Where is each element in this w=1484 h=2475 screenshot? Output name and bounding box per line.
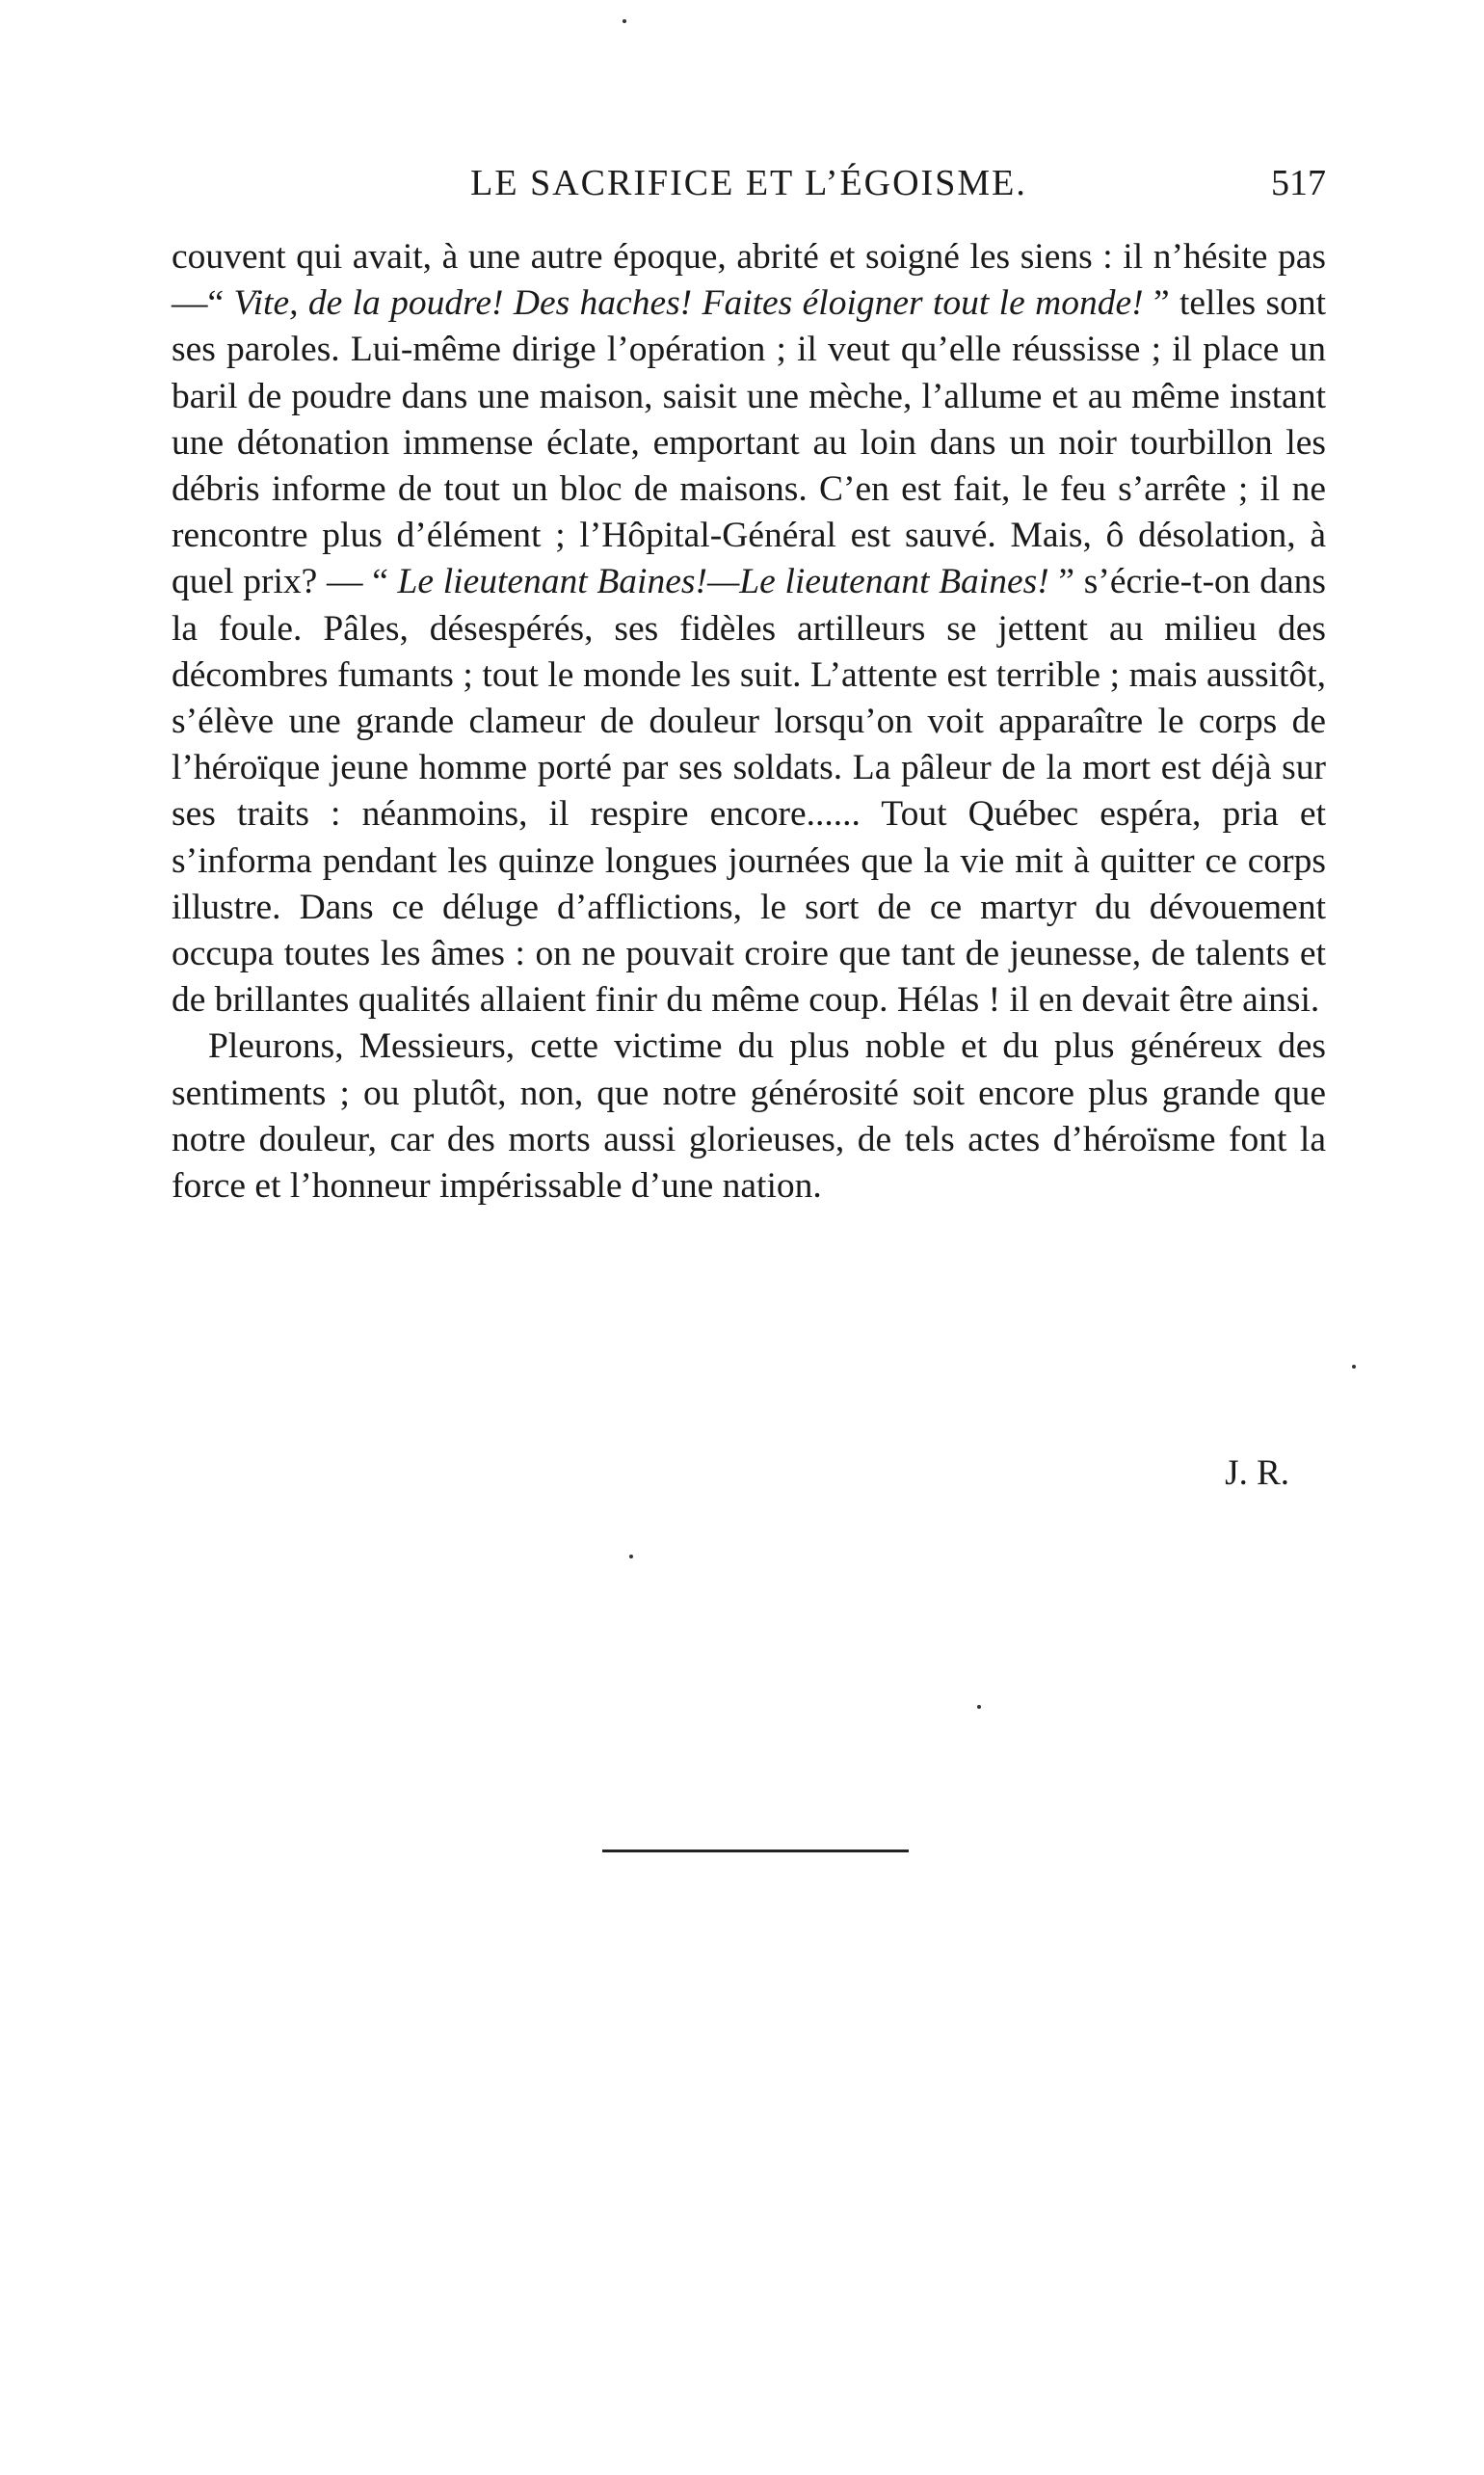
ink-speck <box>977 1705 981 1709</box>
signature: J. R. <box>1225 1453 1289 1493</box>
paragraph-1 <box>172 234 1326 1024</box>
page-header <box>172 154 1326 212</box>
body-text <box>172 234 1326 1210</box>
ink-speck <box>623 19 626 23</box>
ink-speck <box>1352 1365 1356 1369</box>
paragraph-1-segment: ” s’écrie-t-on dans la foule. Pâles, désespérés, ses fidèles artilleurs se jettent au milieu des décombres fumants ; tout le monde les suit. L’attente est terrible ; mais aussitôt, s’élève une grande clameur de douleur lorsqu’on voit apparaître le corps de l’héroïque jeune homme porté par ses soldats. La pâleur de la mort est déjà sur ses traits : néanmoins, il respire encore...... Tout Québec espéra, pria et s’informa pendant les quinze longues journées que la vie mit à quitter ce corps illustre. Dans ce déluge d’afflictions, le sort de ce martyr du dévouement occupa toutes les âmes : on ne pouvait croire que tant de jeunesse, de talents et de brillantes qualités allaient finir du même coup. Hélas ! il en devait être ainsi. <box>172 562 1326 1021</box>
ink-speck <box>629 1555 633 1558</box>
paragraph-1-segment: ” telles sont ses paroles. Lui-même dirige l’opération ; il veut qu’elle réussisse ; il place un baril de poudre dans une maison, saisit une mèche, l’allume et au même instant une détonation immense éclate, emportant au loin dans un noir tourbillon les débris informe de tout un bloc de maisons. C’en est fait, le feu s’arrête ; il ne rencontre plus d’élément ; l’Hôpital-Général est sauvé. Mais, ô désolation, à quel prix? — “ <box>172 283 1326 602</box>
paragraph-2: Pleurons, Messieurs, cette victime du plus noble et du plus généreux des sentiments ; ou plutôt, non, que notre générosité soit encore plus grande que notre douleur, car des morts aussi glorieuses, de tels actes d’héroïsme font la force et l’honneur impérissable d’une nation. <box>172 1026 1326 1207</box>
italic-quote-2: Le lieutenant Baines!—Le lieutenant Baines! <box>397 562 1049 602</box>
paragraph-1-segment: couvent qui avait, à une autre époque, abrité et soigné les siens : il n’hésite pas—“ <box>172 237 1326 324</box>
end-rule <box>602 1850 909 1852</box>
italic-quote-1: Vite, de la poudre! Des haches! Faites éloigner tout le monde! <box>233 283 1144 324</box>
running-title: LE SACRIFICE ET L’ÉGOISME. <box>470 163 1027 203</box>
page-number: 517 <box>1271 163 1326 203</box>
